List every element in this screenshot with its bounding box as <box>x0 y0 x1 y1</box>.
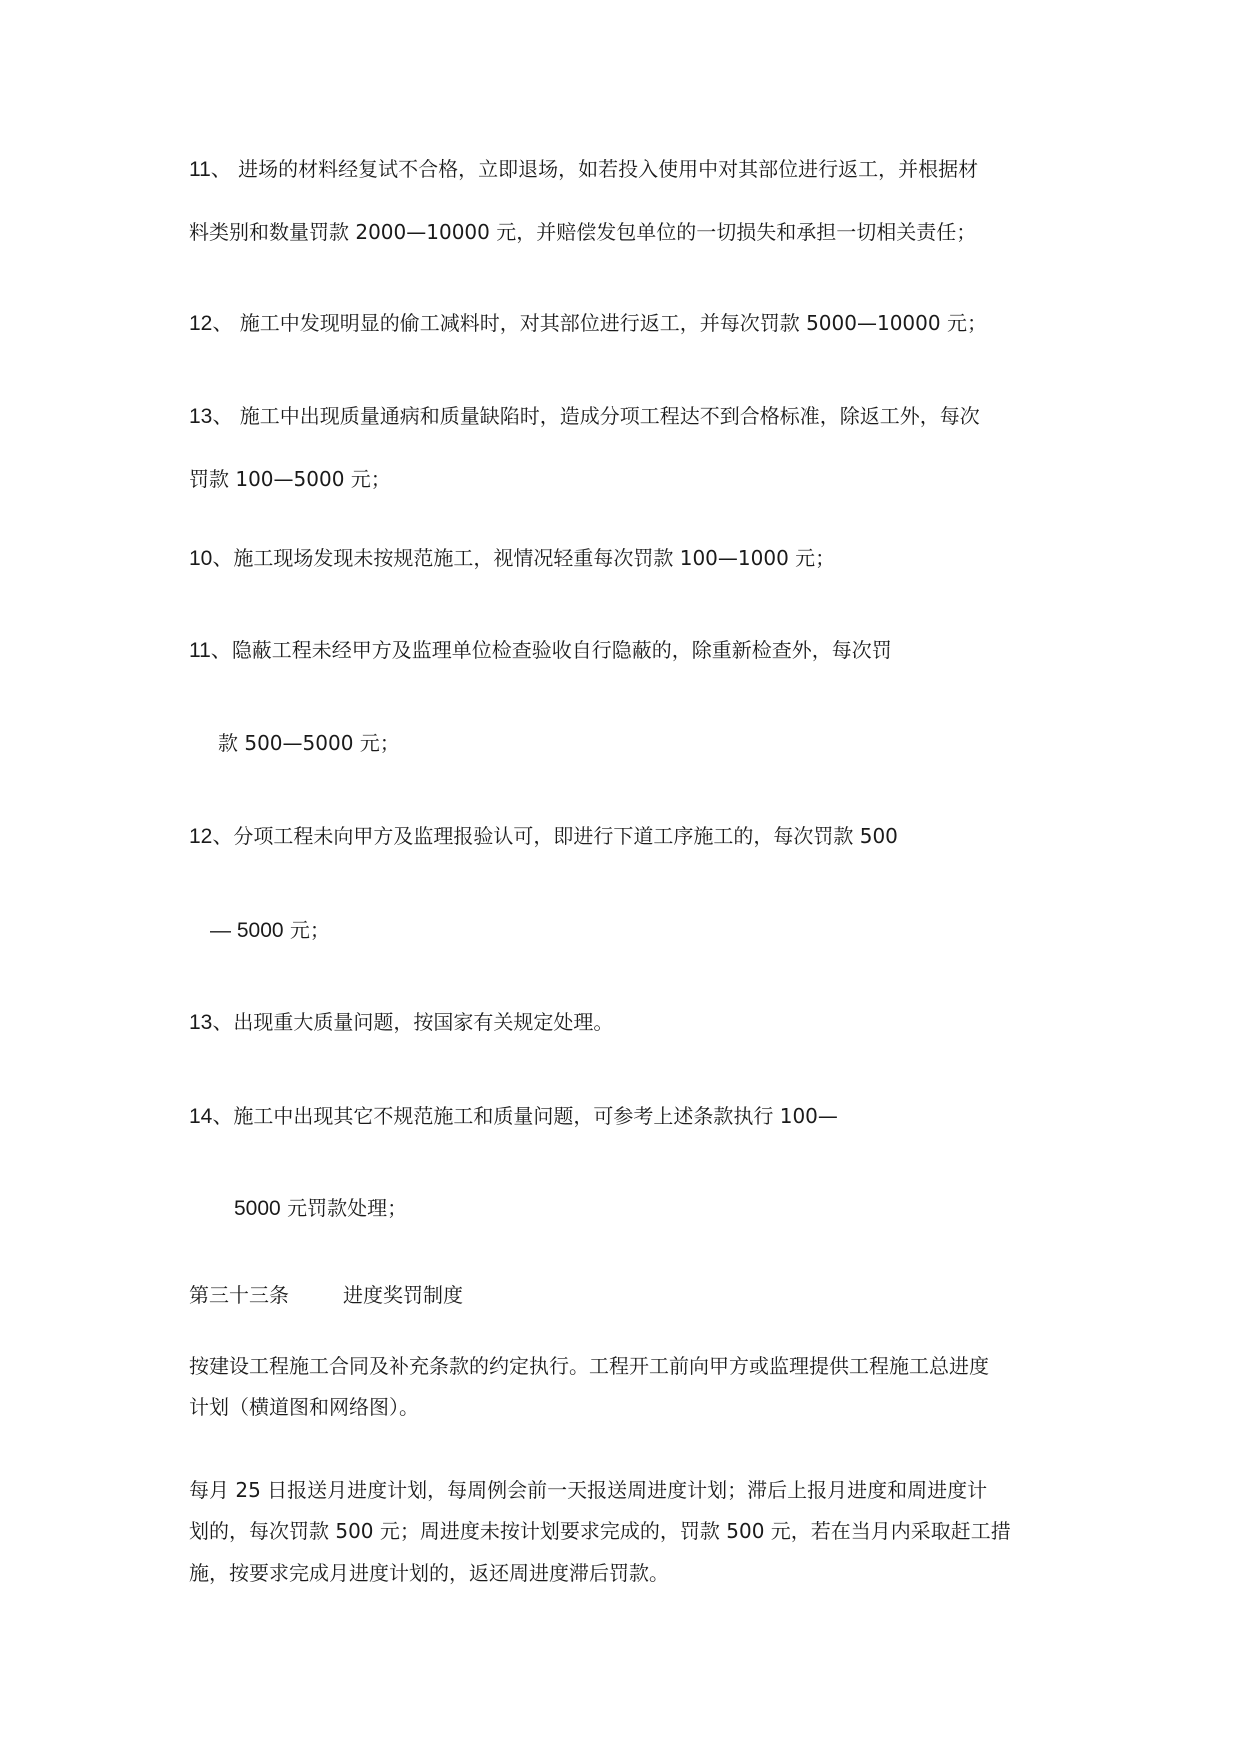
clause-14-cont <box>234 1194 407 1223</box>
clause-text: 款 500—5000 元； <box>218 731 400 755</box>
paragraph-line <box>189 1352 989 1380</box>
paragraph-text: 计划（横道图和网络图）。 <box>189 1395 419 1419</box>
clause-text: 施工中发现明显的偷工减料时，对其部位进行返工，并每次罚款 5000—10000 元； <box>233 311 987 335</box>
clause-number: 12、 <box>189 825 234 848</box>
paragraph-text: 施，按要求完成月进度计划的，返还周进度滞后罚款。 <box>189 1561 669 1585</box>
clause-text: 施工现场发现未按规范施工，视情况轻重每次罚款 100—1000 元； <box>233 546 836 570</box>
clause-text: 进场的材料经复试不合格，立即退场，如若投入使用中对其部位进行返工，并根据材 <box>231 157 979 181</box>
clause-10 <box>189 544 835 573</box>
amount-text: — 5000 <box>210 919 284 942</box>
paragraph-text: 每月 25 日报送月进度计划，每周例会前一天报送周进度计划；滞后上报月进度和周进度计 <box>189 1478 988 1502</box>
clause-number: 12、 <box>189 312 234 335</box>
clause-text: 元罚款处理； <box>280 1196 408 1220</box>
clause-number: 11、 <box>189 158 232 181</box>
clause-11a <box>189 155 978 184</box>
clause-text: 出现重大质量问题，按国家有关规定处理。 <box>233 1010 614 1034</box>
section-heading <box>189 1281 463 1309</box>
clause-13a <box>189 402 980 431</box>
paragraph-line <box>189 1517 1011 1545</box>
clause-number: 13、 <box>189 405 234 428</box>
amount-text: 5000 <box>234 1197 281 1220</box>
clause-text: 分项工程未向甲方及监理报验认可，即进行下道工序施工的，每次罚款 500 <box>233 824 898 848</box>
clause-12a <box>189 309 987 338</box>
clause-text: 罚款 100—5000 元； <box>189 467 391 491</box>
clause-11a-cont <box>189 218 976 246</box>
clause-13a-cont <box>189 465 391 493</box>
clause-text: 施工中出现质量通病和质量缺陷时，造成分项工程达不到合格标准，除返工外，每次 <box>233 404 980 428</box>
section-title: 进度奖罚制度 <box>343 1283 463 1307</box>
paragraph-line <box>189 1559 669 1587</box>
clause-number: 14、 <box>189 1105 234 1128</box>
paragraph-text: 划的，每次罚款 500 元；周进度未按计划要求完成的，罚款 500 元，若在当月内采取赶工措 <box>189 1519 1011 1543</box>
clause-text: 元； <box>283 918 330 942</box>
paragraph-text: 按建设工程施工合同及补充条款的约定执行。工程开工前向甲方或监理提供工程施工总进度 <box>189 1354 989 1378</box>
clause-12b <box>189 822 898 851</box>
paragraph-line <box>189 1393 419 1421</box>
clause-text: 施工中出现其它不规范施工和质量问题，可参考上述条款执行 100— <box>233 1104 838 1128</box>
clause-number: 13、 <box>189 1011 234 1034</box>
clause-number: 10、 <box>189 547 234 570</box>
paragraph-line <box>189 1476 987 1504</box>
section-label: 第三十三条 <box>189 1283 289 1307</box>
clause-14 <box>189 1102 838 1131</box>
clause-11b-cont <box>218 729 400 757</box>
clause-13b <box>189 1008 613 1037</box>
clause-text: 隐蔽工程未经甲方及监理单位检查验收自行隐蔽的，除重新检查外，每次罚 <box>231 638 892 662</box>
clause-11b <box>189 636 892 665</box>
clause-12b-cont <box>210 916 330 945</box>
clause-number: 11、 <box>189 639 232 662</box>
clause-text: 料类别和数量罚款 2000—10000 元，并赔偿发包单位的一切损失和承担一切相关责任； <box>189 220 977 244</box>
